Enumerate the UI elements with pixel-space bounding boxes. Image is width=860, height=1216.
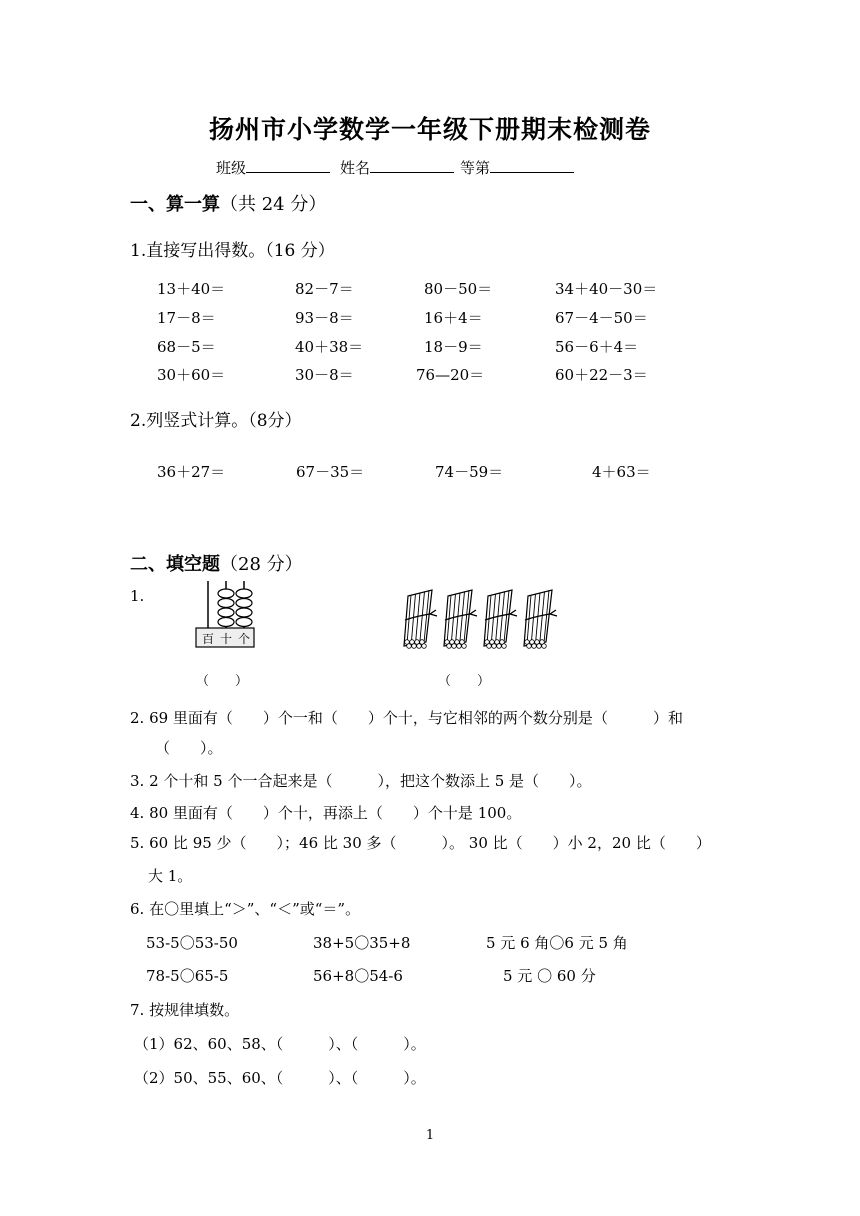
section1-heading xyxy=(130,190,326,216)
q2-label: 2.列竖式计算。（8分） xyxy=(130,411,302,431)
problem: 67－4－50＝ xyxy=(555,309,648,327)
problem: 80－50＝ xyxy=(424,280,493,298)
problem: 68－5＝ xyxy=(157,338,216,356)
name-blank[interactable] xyxy=(370,158,454,173)
abacus-bead xyxy=(236,589,252,598)
abacus-label-hundreds: 百 xyxy=(201,632,215,646)
problem: 76—20＝ xyxy=(416,366,485,384)
problem: 17－8＝ xyxy=(157,309,216,327)
vertical-calc-problem: 36＋27＝ xyxy=(157,463,226,481)
abacus-label-tens: 十 xyxy=(219,632,233,646)
vertical-calc-problem: 67－35＝ xyxy=(296,463,365,481)
class-label: 班级 xyxy=(216,159,247,177)
class-blank[interactable] xyxy=(246,158,330,173)
grade-field xyxy=(460,157,574,178)
page-title: 扬州市小学数学一年级下册期末检测卷 xyxy=(208,115,651,144)
problem: 40＋38＝ xyxy=(295,338,364,356)
name-label: 姓名 xyxy=(340,159,371,177)
q2-2-line: 2. 69 里面有（ ）个一和（ ）个十，与它相邻的两个数分别是（ ）和 xyxy=(130,709,683,727)
abacus-image xyxy=(190,575,260,650)
compare-item: 53-5〇53-50 xyxy=(146,934,238,952)
q2-1-label: 1. xyxy=(130,587,145,605)
abacus-bead xyxy=(218,618,234,627)
abacus-bead xyxy=(236,599,252,608)
abacus-bead xyxy=(236,618,252,627)
section1-score: （共 24 分） xyxy=(220,194,327,215)
bundles-answer-blank[interactable]: （ ） xyxy=(438,674,491,689)
compare-item: 38+5〇35+8 xyxy=(313,934,411,952)
problem: 16＋4＝ xyxy=(424,309,483,327)
stick-bundles-image xyxy=(398,584,570,654)
compare-item: 56+8〇54-6 xyxy=(313,967,403,985)
sequence-item: （2）50、55、60、（ ）、（ ）。 xyxy=(134,1069,426,1087)
q2-7-label: 7. 按规律填数。 xyxy=(130,1001,240,1019)
section2-score: （28 分） xyxy=(220,554,303,575)
compare-item: 5 元 〇 60 分 xyxy=(503,967,596,985)
abacus-bead xyxy=(218,608,234,617)
abacus-beads xyxy=(218,589,252,627)
name-field xyxy=(340,157,454,178)
q2-2-cont: （ ）。 xyxy=(155,739,223,757)
section1-title: 一、算一算 xyxy=(130,194,220,215)
problem: 18－9＝ xyxy=(424,338,483,356)
problem: 30＋60＝ xyxy=(157,366,226,384)
grade-label: 等第 xyxy=(460,159,491,177)
q2-5-line: 5. 60 比 95 少（ ）；46 比 30 多（ ）。 30 比（ ）小 2，20 比（ ） xyxy=(130,834,711,852)
stick-bundle xyxy=(484,590,517,648)
sequence-item: （1）62、60、58、（ ）、（ ）。 xyxy=(134,1035,426,1053)
vertical-calc-problem: 74－59＝ xyxy=(435,463,504,481)
problem: 30－8＝ xyxy=(295,366,354,384)
abacus-answer-blank[interactable]: （ ） xyxy=(196,674,249,689)
stick-bundle xyxy=(524,590,557,648)
problem: 60＋22－3＝ xyxy=(555,366,648,384)
q2-5-cont: 大 1。 xyxy=(148,867,193,885)
q1-label: 1.直接写出得数。（16 分） xyxy=(130,241,335,261)
compare-item: 5 元 6 角〇6 元 5 角 xyxy=(486,934,628,952)
q2-4-line: 4. 80 里面有（ ）个十，再添上（ ）个十是 100。 xyxy=(130,804,522,822)
abacus-bead xyxy=(236,608,252,617)
abacus-bead xyxy=(218,589,234,598)
class-field xyxy=(216,157,330,178)
stick-bundle xyxy=(404,590,437,648)
q2-6-line: 6. 在〇里填上“＞”、“＜”或“＝”。 xyxy=(130,900,361,918)
stick-bundle xyxy=(444,590,477,648)
q2-3-line: 3. 2 个十和 5 个一合起来是（ ），把这个数添上 5 是（ ）。 xyxy=(130,772,592,790)
problem: 56－6＋4＝ xyxy=(555,338,639,356)
grade-blank[interactable] xyxy=(490,158,574,173)
abacus-bead xyxy=(218,599,234,608)
problem: 93－8＝ xyxy=(295,309,354,327)
abacus-label-ones: 个 xyxy=(237,632,251,646)
problem: 13＋40＝ xyxy=(157,280,226,298)
section2-heading xyxy=(130,550,303,576)
compare-item: 78-5〇65-5 xyxy=(146,967,229,985)
page-number: 1 xyxy=(425,1128,435,1143)
vertical-calc-problem: 4＋63＝ xyxy=(592,463,651,481)
problem: 34＋40－30＝ xyxy=(555,280,658,298)
problem: 82－7＝ xyxy=(295,280,354,298)
stick-bundles xyxy=(404,590,557,648)
section2-title: 二、填空题 xyxy=(130,554,220,575)
